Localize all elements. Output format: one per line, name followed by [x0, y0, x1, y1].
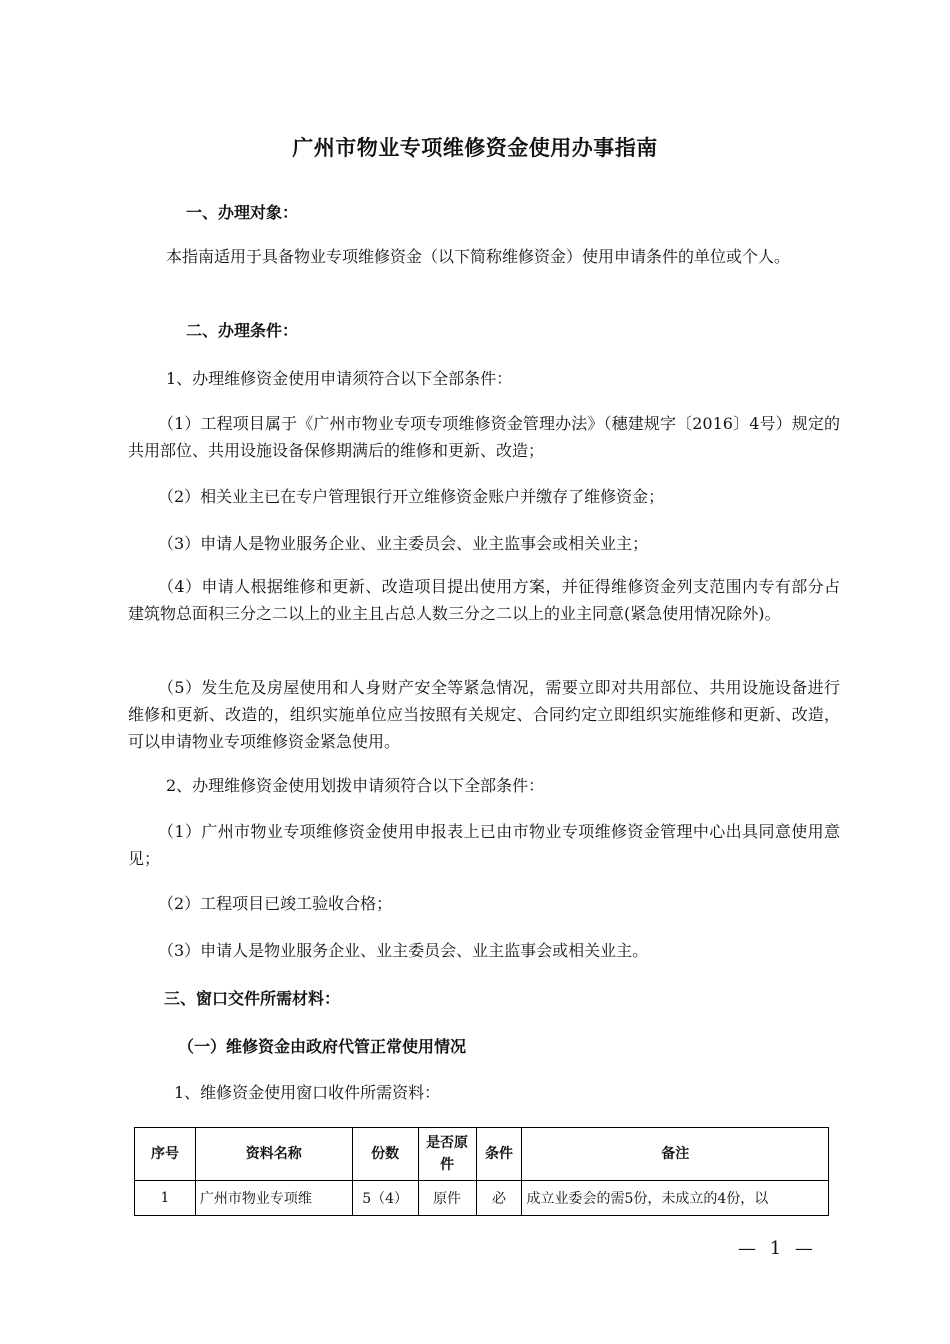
header-remarks: 备注 — [522, 1128, 829, 1181]
condition-group-1-intro: 1、办理维修资金使用申请须符合以下全部条件： — [166, 369, 513, 388]
header-copies: 份数 — [352, 1128, 418, 1181]
page-title: 广州市物业专项维修资金使用办事指南 — [292, 136, 658, 160]
header-condition: 条件 — [476, 1128, 522, 1181]
cell-remarks: 成立业委会的需5份，未成立的4份，以 — [522, 1181, 829, 1216]
materials-table — [134, 1127, 829, 1216]
condition-2-1: （1）广州市物业专项维修资金使用申报表上已由市物业专项维修资金管理中心出具同意使用意见； — [128, 822, 840, 868]
condition-1-3: （3）申请人是物业服务企业、业主委员会、业主监事会或相关业主； — [158, 534, 649, 553]
table-row — [135, 1181, 829, 1216]
condition-2-3: （3）申请人是物业服务企业、业主委员会、业主监事会或相关业主。 — [158, 941, 649, 960]
cell-material-name: 广州市物业专项维 — [195, 1181, 352, 1216]
materials-list-intro: 1、维修资金使用窗口收件所需资料： — [174, 1083, 441, 1102]
cell-seq: 1 — [135, 1181, 196, 1216]
section-3-subheading: （一）维修资金由政府代管正常使用情况 — [178, 1037, 467, 1056]
header-original: 是否原件 — [418, 1128, 476, 1181]
condition-1-5: （5）发生危及房屋使用和人身财产安全等紧急情况，需要立即对共用部位、共用设施设备进行维修和更新、改造的，组织实施单位应当按照有关规定、合同约定立即组织实施维修和更新、改造，可以申请物业专项维修资金紧急使用。 — [128, 678, 840, 751]
cell-copies: 5（4） — [352, 1181, 418, 1216]
condition-1-4: （4）申请人根据维修和更新、改造项目提出使用方案，并征得维修资金列支范围内专有部分占建筑物总面积三分之二以上的业主且占总人数三分之二以上的业主同意(紧急使用情况除外)。 — [128, 577, 840, 623]
page-number: — 1 — — [738, 1238, 817, 1259]
section-1-heading: 一、办理对象： — [186, 203, 299, 222]
header-material-name: 资料名称 — [195, 1128, 352, 1181]
condition-1-2: （2）相关业主已在专户管理银行开立维修资金账户并缴存了维修资金； — [158, 487, 665, 506]
section-1-body: 本指南适用于具备物业专项维修资金（以下简称维修资金）使用申请条件的单位或个人。 — [166, 247, 791, 266]
cell-condition: 必 — [476, 1181, 522, 1216]
condition-1-1: （1）工程项目属于《广州市物业专项专项维修资金管理办法》（穗建规字〔2016〕4号）规定的共用部位、共用设施设备保修期满后的维修和更新、改造； — [128, 414, 840, 460]
section-3-heading: 三、窗口交件所需材料： — [164, 989, 341, 1008]
table-header-row — [135, 1128, 829, 1181]
condition-group-2-intro: 2、办理维修资金使用划拨申请须符合以下全部条件： — [166, 776, 545, 795]
section-2-heading: 二、办理条件： — [186, 321, 299, 340]
condition-2-2: （2）工程项目已竣工验收合格； — [158, 894, 393, 913]
header-seq: 序号 — [135, 1128, 196, 1181]
cell-original: 原件 — [418, 1181, 476, 1216]
